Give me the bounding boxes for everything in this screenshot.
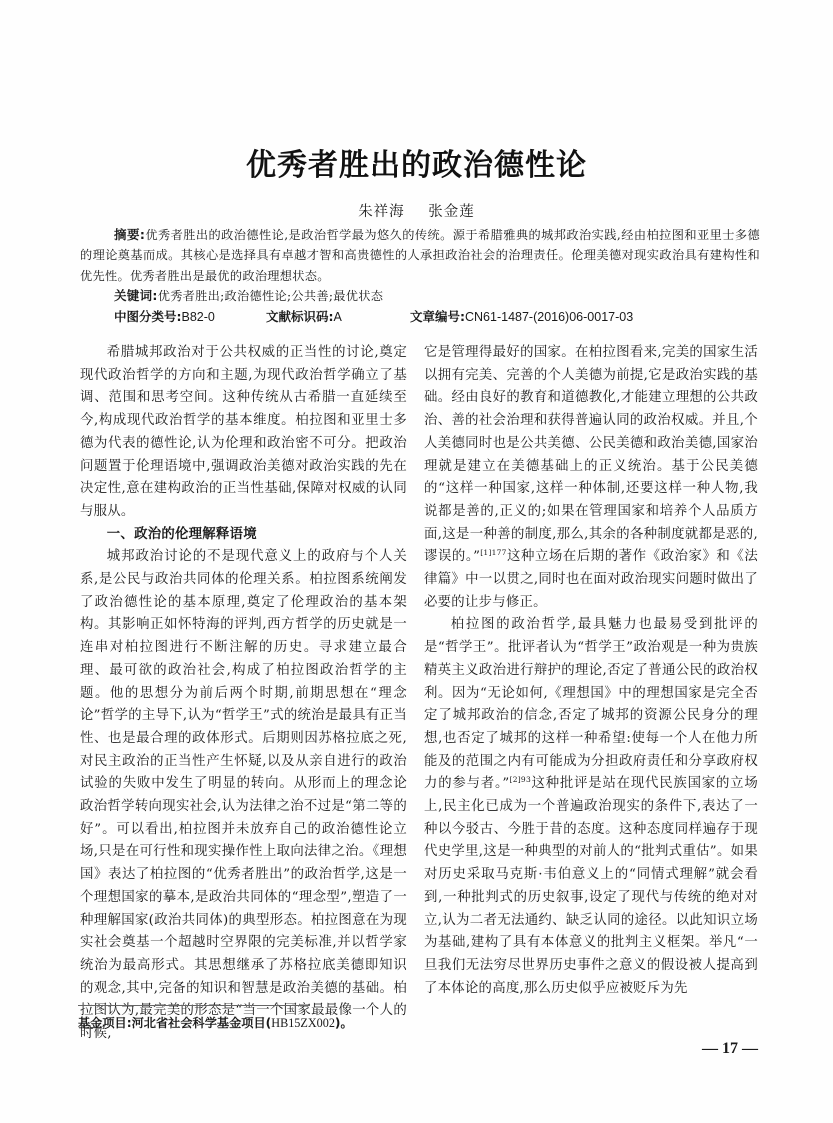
page-number: — 17 — [702,1040,758,1057]
keywords [114,286,764,306]
article-title: 优秀者胜出的政治德性论 [246,148,587,183]
body-column-right [424,342,758,1000]
author-2: 张金莲 [428,204,475,220]
citation-2: [2]93 [509,775,531,785]
footnote-funding: 基金项目:河北省社会科学基金项目(HB15ZX002)。 [78,1016,353,1030]
paragraph-intro: 希腊城邦政治对于公共权威的正当性的讨论,奠定现代政治哲学的方向和主题,为现代政治哲学确立了基调、范围和思考空间。这种传统从古希腊一直延续至今,构成现代政治哲学的基本维度。柏拉图和亚里士多德为代表的德性论,认为伦理和政治密不可分。把政治问题置于伦理语境中,强调政治美德对政治实践的先在决定性,意在建构政治的正当性基础,保障对权威的认同与服从。 [80,345,407,519]
keywords-text: 优秀者胜出;政治德性论;公共善;最优状态 [157,289,384,303]
clc-code: 中图分类号:B82-0 [114,309,215,324]
citation-1: [1]177 [480,548,507,558]
abstract-label: 摘要: [114,227,146,242]
paragraph-continued: 它是管理得最好的国家。在柏拉图看来,完美的国家生活以拥有完美、完善的个人美德为前提,它是政治实践的基础。经由良好的教育和道德教化,才能建立理想的公共政治、善的社会治理和获得普遍认同的政治权威。并且,个人美德同时也是公共美德、公民美德和政治美德,国家治理就是建立在美德基础上的正义统治。基于公民美德的“这样一种国家,这样一种体制,还要这样一种人物,我说都是善的,正义的;如果在管理国家和培养个人品质方面,这是一种善的制度,那么,其余的各种制度就都是恶的,谬误的。”$^{[1]177}$这种立场在后期的著作《政治家》和《法律篇》中一以贯之,同时也在面对政治现实问题时做出了必要的让步与修正。 [424,345,758,610]
authors [0,200,833,221]
section-heading: 一、政治的伦理解释语境 [106,526,257,542]
abstract-text: 优秀者胜出的政治德性论,是政治哲学最为悠久的传统。源于希腊雅典的城邦政治实践,经由柏拉图和亚里士多德的理论奠基而成。其核心是选择具有卓越才智和高贵德性的人承担政治社会的治理责任。伦理美德对现实政治具有建构性和优先性。优秀者胜出是最优的政治理想状态。 [80,228,760,283]
footnote-divider [78,1005,310,1006]
paragraph-critique: 柏拉图的政治哲学,最具魅力也最易受到批评的是“哲学王”。批评者认为“哲学王”政治观是一种为贵族精英主义政治进行辩护的理论,否定了普通公民的政治权利。因为“无论如何,《理想国》中的理想国家是完全否定了城邦政治的信念,否定了城邦的资源公民身分的理想,也否定了城邦的这样一种希望:使每一个人在他力所能及的范围之内有可能成为分担政府责任和分享政府权力的参与者。”$^{[2]93}$这种批评是站在现代民族国家的立场上,民主化已成为一个普遍政治现实的条件下,表达了一种以今驳古、今胜于昔的态度。这种态度同样遍存于现代史学里,这是一种典型的对前人的“批判式重估”。如果对历史采取马克斯·韦伯意义上的“同情式理解”就会看到,一种批判式的历史叙事,设定了现代与传统的绝对对立,认为二者无法通约、缺乏认同的途径。以此知识立场为基础,建构了具有本体意义的批判主义框架。举凡“一旦我们无法穷尽世界历史事件之意义的假设被人提高到了本体论的高度,那么历史似乎应被贬斥为先 [424,617,759,996]
paragraph-section-1: 城邦政治讨论的不是现代意义上的政府与个人关系,是公民与政治共同体的伦理关系。柏拉图系统阐发了政治德性论的基本原理,奠定了伦理政治的基本架构。其影响正如怀特海的评判,西方哲学的历史就是一连串对柏拉图进行不断注解的历史。寻求建立最合理、最可欲的政治社会,构成了柏拉图政治哲学的主题。他的思想分为前后两个时期,前期思想在“理念论”哲学的主导下,认为“哲学王”式的统治是最具有正当性、也是最合理的政体形式。后期则因苏格拉底之死,对民主政治的正当性产生怀疑,以及从亲自进行的政治试验的失败中发生了明显的转向。从形而上的理念论政治哲学转向现实社会,认为法律之治不过是“第二等的好”。可以看出,柏拉图并未放弃自己的政治德性论立场,只是在可行性和现实操作性上取向法律之治。《理想国》表达了柏拉图的“优秀者胜出”的政治哲学,这是一个理想国家的摹本,是政治共同体的“理念型”,塑造了一种理解国家(政治共同体)的典型形态。柏拉图意在为现实社会奠基一个超越时空界限的完美标准,并以哲学家统治为最高形式。其思想继承了苏格拉底美德即知识的观念,其中,完备的知识和智慧是政治美德的基础。柏拉图认为,最完美的形态是“当一个国家最最像一个人的时候, [80,549,407,1042]
keywords-label: 关键词: [114,288,158,303]
body-column-left [80,342,407,1046]
document-code: 文献标识码:A [266,309,342,324]
article-number: 文章编号:CN61-1487-(2016)06-0017-03 [410,309,634,324]
abstract [80,225,760,286]
author-1: 朱祥海 [358,204,405,220]
